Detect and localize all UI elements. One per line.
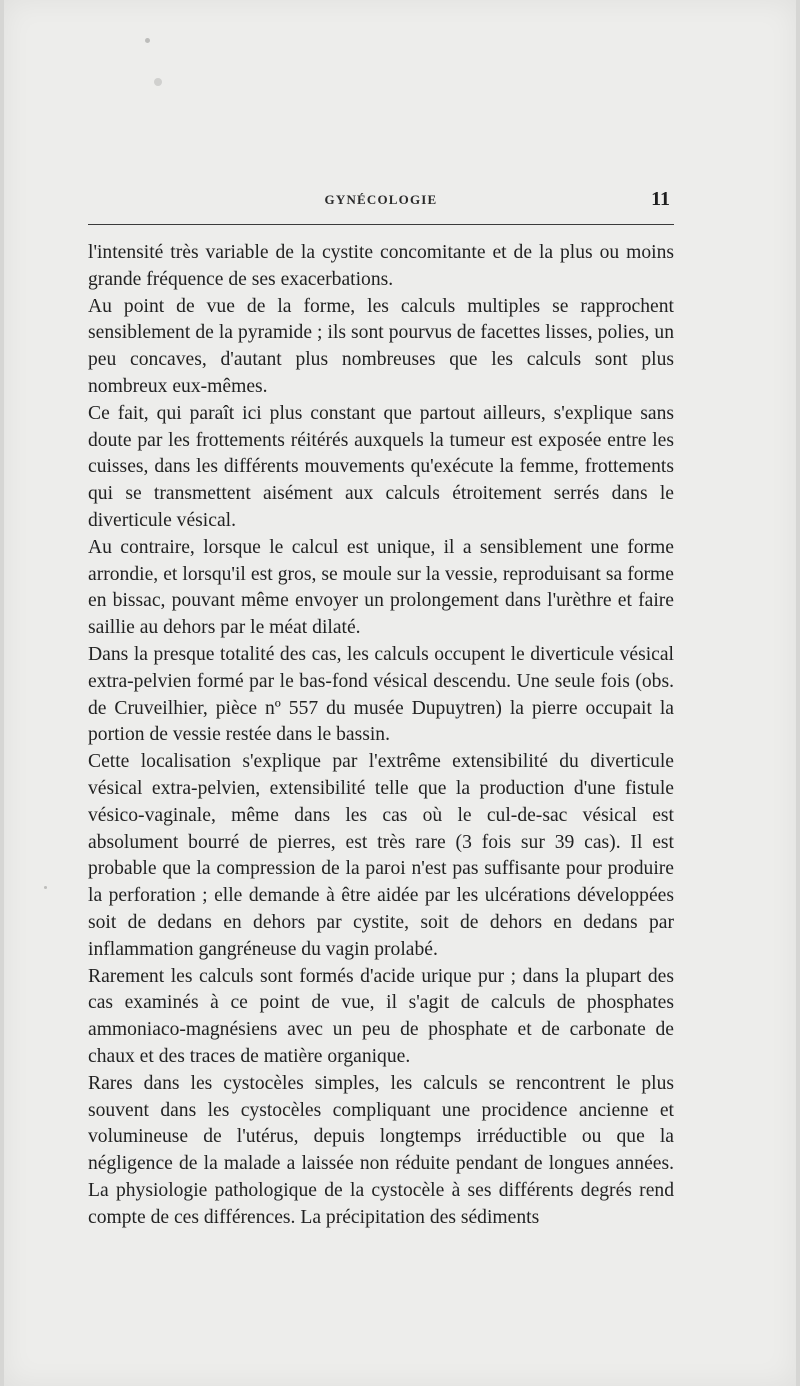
body-text: [88, 240, 674, 1231]
paragraph: Au point de vue de la forme, les calculs multiples se rapprochent sensiblement de la pyramide ; ils sont pourvus de facettes lisses, polies, un peu concaves, d'autant plus nombreuses que les calculs sont plus nombreux eux-mêmes.: [88, 295, 674, 397]
page-header: [88, 188, 674, 212]
paragraph: Dans la presque totalité des cas, les calculs occupent le diverticule vésical extra-pelvien formé par le bas-fond vésical descendu. Une seule fois (obs. de Cruveilhier, pièce nº 557 du musée Dupuytren) la pierre occupait la portion de vessie restée dans le bassin.: [88, 643, 674, 746]
paragraph: Cette localisation s'explique par l'extrême extensibilité du diverticule vésical extra-pelvien, extensibilité telle que la production d'une fistule vésico-vaginale, même dans les cas où le cul-de-sac vésical est absolument bourré de pierres, est très rare (3 fois sur 39 cas). Il est probable que la compression de la paroi n'est pas suffisante pour produire la perforation ; elle demande à être aidée par les ulcérations développées soit de dedans en dehors par cystite, soit de dehors en dedans par inflammation gangréneuse du vagin prolabé.: [88, 751, 674, 960]
paragraph: Ce fait, qui paraît ici plus constant que partout ailleurs, s'explique sans doute par les frottements réitérés auxquels la tumeur est exposée entre les cuisses, dans les différents mouvements qu'exécute la femme, frottements qui se transmettent aisément aux calculs étroitement serrés dans le diverticule vésical.: [88, 402, 674, 531]
paper-speck: [154, 78, 162, 86]
paragraph: l'intensité très variable de la cystite concomitante et de la plus ou moins grande fréquence de ses exacerbations.: [88, 242, 674, 290]
paragraph: Rares dans les cystocèles simples, les calculs se rencontrent le plus souvent dans les cystocèles compliquant une procidence ancienne et volumineuse de l'utérus, depuis longtemps irréductible ou que la négligence de la malade a laissée non réduite pendant de longues années. La physiologie pathologique de la cystocèle à ses différents degrés rend compte de ces différences. La précipitation des sédiments: [88, 1072, 674, 1228]
header-rule: [88, 224, 674, 225]
running-title: GYNÉCOLOGIE: [324, 192, 438, 207]
page-number: 11: [651, 188, 670, 210]
paragraph: Au contraire, lorsque le calcul est unique, il a sensiblement une forme arrondie, et lorsqu'il est gros, se moule sur la vessie, reproduisant sa forme en bissac, pouvant même envoyer un prolongement dans l'urèthre et faire saillie au dehors par le méat dilaté.: [88, 536, 674, 639]
paragraph: Rarement les calculs sont formés d'acide urique pur ; dans la plupart des cas examinés à ce point de vue, il s'agit de calculs de phosphates ammoniaco-magnésiens avec un peu de phosphate et de carbonate de chaux et des traces de matière organique.: [88, 965, 674, 1067]
paper-speck: [145, 38, 150, 43]
paper-speck: [44, 886, 47, 889]
